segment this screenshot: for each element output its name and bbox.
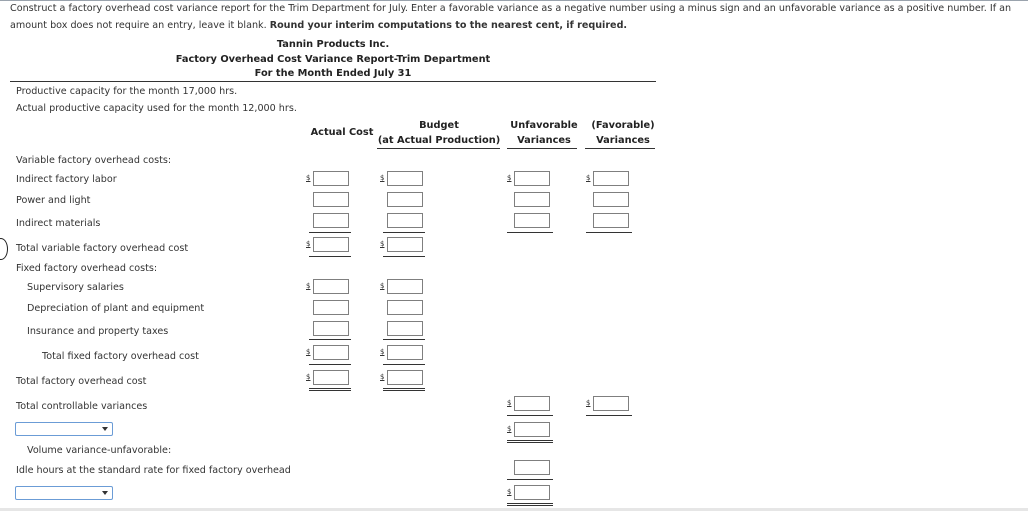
budget-total-underline [383,256,425,257]
left-margin-marker [0,238,8,260]
indirect-labor-label: Indirect factory labor [16,174,117,185]
favorable-indirect-materials-input[interactable] [593,213,629,228]
actual-indirect-materials-input[interactable] [313,213,349,228]
unfavorable-volume-result-input[interactable] [514,485,550,500]
report-period: For the Month Ended July 31 [254,68,412,79]
favorable-subtotal-underline [586,232,632,233]
currency-symbol: $ [306,240,311,248]
col-budget-line1: Budget [419,120,459,131]
actual-total-underline [309,256,351,257]
unfavorable-idle-underline [507,479,553,480]
instructions-bold-text: Round your interim computations to the nearest cent, if required. [269,20,628,31]
currency-symbol: $ [507,174,512,182]
budget-header-underline [377,148,500,149]
currency-symbol: $ [380,282,385,290]
actual-power-light-input[interactable] [313,192,349,207]
budget-total-variable-input[interactable] [387,237,423,252]
actual-total-fixed-underline [309,364,351,365]
favorable-header-underline [585,148,655,149]
chevron-down-icon [102,427,108,431]
insurance-label: Insurance and property taxes [27,326,169,337]
report-title: Factory Overhead Cost Variance Report-Trim Department [175,54,491,65]
budget-total-overhead-double-underline [383,388,425,391]
currency-symbol: $ [586,399,591,407]
power-light-label: Power and light [16,195,91,206]
actual-total-overhead-input[interactable] [313,370,349,385]
actual-fixed-underline [309,339,351,340]
supervisory-label: Supervisory salaries [27,282,124,293]
actual-total-variable-input[interactable] [313,237,349,252]
currency-symbol: $ [306,348,311,356]
currency-symbol: $ [507,425,512,433]
actual-depreciation-input[interactable] [313,300,349,315]
actual-total-fixed-input[interactable] [313,345,349,360]
total-variable-label: Total variable factory overhead cost [16,243,189,254]
budget-total-fixed-underline [383,364,425,365]
budget-total-fixed-input[interactable] [387,345,423,360]
depreciation-label: Depreciation of plant and equipment [27,303,205,314]
variance-type-dropdown-2[interactable] [15,486,113,500]
currency-symbol: $ [306,174,311,182]
fixed-costs-header: Fixed factory overhead costs: [16,263,158,274]
unfavorable-header-underline [507,148,577,149]
company-name: Tannin Products Inc. [276,39,390,50]
total-controllable-label: Total controllable variances [16,401,148,412]
favorable-total-controllable-input[interactable] [593,396,629,411]
unfavorable-controllable-underline [507,415,553,416]
unfavorable-controllable-double-underline [507,440,553,443]
col-unfavorable-line2: Variances [517,135,571,146]
actual-indirect-labor-input[interactable] [313,171,349,186]
budget-subtotal-underline [383,232,425,233]
instructions [10,0,1020,34]
chevron-down-icon [102,491,108,495]
budget-depreciation-input[interactable] [387,300,423,315]
idle-hours-label: Idle hours at the standard rate for fixed factory overhead [16,465,291,476]
unfavorable-controllable-result-input[interactable] [514,422,550,437]
col-budget-line2: (at Actual Production) [377,135,501,146]
currency-symbol: $ [380,240,385,248]
favorable-controllable-underline [586,415,632,416]
col-favorable-line1: (Favorable) [591,120,655,131]
unfavorable-volume-double-underline [507,503,553,506]
actual-total-overhead-double-underline [309,388,351,391]
unfavorable-subtotal-underline [507,232,553,233]
col-actual-cost: Actual Cost [310,127,374,138]
currency-symbol: $ [306,373,311,381]
unfavorable-idle-hours-input[interactable] [514,460,550,475]
currency-symbol: $ [380,348,385,356]
unfavorable-total-controllable-input[interactable] [514,396,550,411]
currency-symbol: $ [306,282,311,290]
actual-subtotal-underline [309,232,351,233]
budget-supervisory-input[interactable] [387,279,423,294]
currency-symbol: $ [507,399,512,407]
volume-variance-label: Volume variance-unfavorable: [27,445,172,456]
favorable-power-light-input[interactable] [593,192,629,207]
col-unfavorable-line1: Unfavorable [510,120,578,131]
unfavorable-indirect-materials-input[interactable] [514,213,550,228]
actual-capacity: Actual productive capacity used for the month 12,000 hrs. [16,103,297,114]
actual-supervisory-input[interactable] [313,279,349,294]
budget-indirect-labor-input[interactable] [387,171,423,186]
productive-capacity: Productive capacity for the month 17,000 hrs. [16,86,238,97]
heading-divider [10,81,656,82]
variance-type-dropdown-1[interactable] [15,422,113,436]
currency-symbol: $ [380,373,385,381]
actual-insurance-input[interactable] [313,321,349,336]
budget-indirect-materials-input[interactable] [387,213,423,228]
budget-insurance-input[interactable] [387,321,423,336]
currency-symbol: $ [380,174,385,182]
currency-symbol: $ [507,488,512,496]
unfavorable-indirect-labor-input[interactable] [514,171,550,186]
unfavorable-power-light-input[interactable] [514,192,550,207]
variable-costs-header: Variable factory overhead costs: [16,155,172,166]
indirect-materials-label: Indirect materials [16,218,101,229]
budget-total-overhead-input[interactable] [387,370,423,385]
col-favorable-line2: Variances [596,135,650,146]
favorable-indirect-labor-input[interactable] [593,171,629,186]
total-overhead-label: Total factory overhead cost [16,376,147,387]
total-fixed-label: Total fixed factory overhead cost [42,351,199,362]
budget-fixed-underline [383,339,425,340]
budget-power-light-input[interactable] [387,192,423,207]
instructions-text: Construct a factory overhead cost variance report for the Trim Department for July. Enter a favorable variance as a negative number using a minus sign and an unfavorable variance as a positive number. If an amount box does not require an entry, leave it blank. [10,3,1012,31]
currency-symbol: $ [586,174,591,182]
